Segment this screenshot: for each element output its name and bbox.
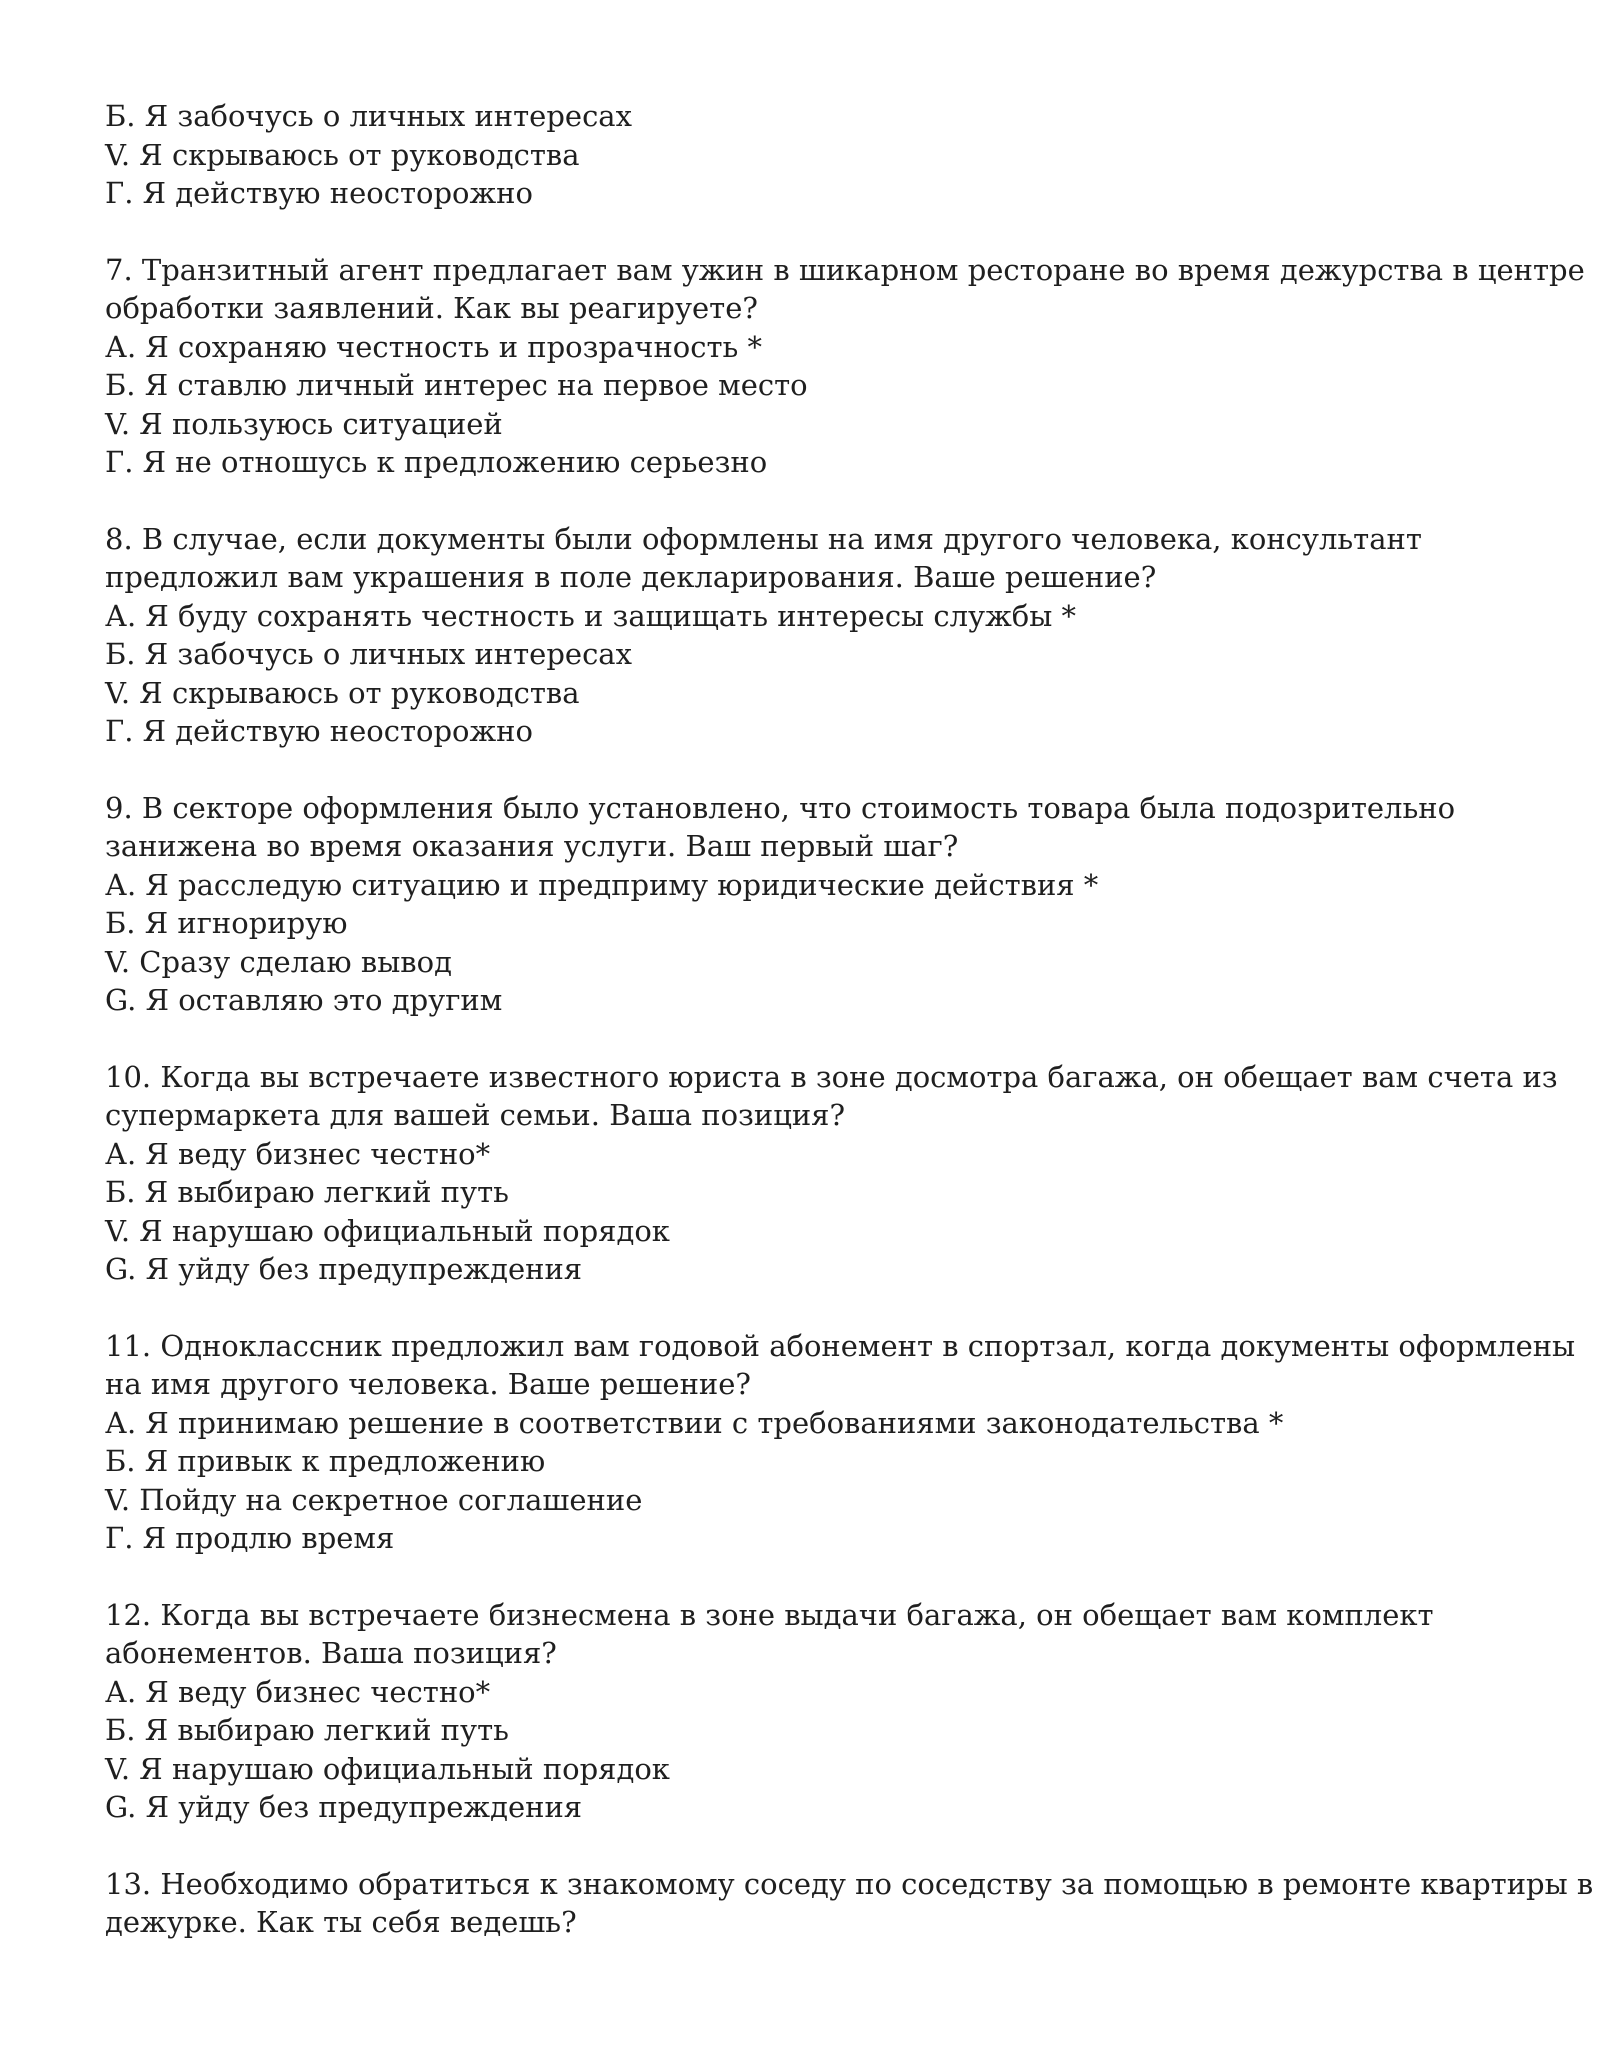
option-line: Г. Я действую неосторожно [105,176,533,210]
option-line: Г. Я продлю время [105,1521,395,1555]
question-text: дежурке. Как ты себя ведешь? [105,1905,577,1939]
option-line: Г. Я не отношусь к предложению серьезно [105,445,768,479]
question-text: 12. Когда вы встречаете бизнесмена в зоне выдачи багажа, он обещает вам комплект [105,1597,1434,1632]
option-line: Б. Я забочусь о личных интересах [105,99,632,133]
option-line: V. Я скрываюсь от руководства [105,675,580,710]
question-text: 9. В секторе оформления было установлено, что стоимость товара была подозрительно [105,790,1456,825]
question-12 [105,1596,1520,1827]
option-line: А. Я принимаю решение в соответствии с требованиями законодательства * [105,1405,1284,1440]
option-line: А. Я буду сохранять честность и защищать интересы службы * [105,598,1077,633]
question-text: занижена во время оказания услуги. Ваш первый шаг? [105,829,959,863]
question-8 [105,520,1520,751]
question-text: 10. Когда вы встречаете известного юриста в зоне досмотра багажа, он обещает вам счета из [105,1059,1558,1094]
option-line: А. Я расследую ситуацию и предприму юридические действия * [105,867,1099,902]
option-line: V. Сразу сделаю вывод [105,944,452,979]
question-text: супермаркета для вашей семьи. Ваша позиция? [105,1098,846,1132]
option-line: V. Пойду на секретное соглашение [105,1482,643,1517]
question-text: предложил вам украшения в поле декларирования. Ваше решение? [105,560,1157,594]
question-10 [105,1058,1558,1289]
option-line: Б. Я игнорирую [105,906,348,940]
question-text: абонементов. Ваша позиция? [105,1636,557,1670]
intro-options [105,97,1520,213]
option-line: Б. Я выбираю легкий путь [105,1175,509,1209]
option-line: V. Я скрываюсь от руководства [105,137,580,172]
option-line: V. Я пользуюсь ситуацией [105,406,503,441]
question-text: 13. Необходимо обратиться к знакомому соседу по соседству за помощью в ремонте квартиры в [105,1866,1594,1901]
question-13 [105,1865,1594,1942]
option-line: Б. Я выбираю легкий путь [105,1713,509,1747]
option-line: А. Я веду бизнес честно* [105,1136,491,1171]
question-11 [105,1327,1576,1558]
option-line: Б. Я ставлю личный интерес на первое место [105,368,808,402]
option-line: G. Я оставляю это другим [105,983,503,1017]
question-text: на имя другого человека. Ваше решение? [105,1367,751,1401]
question-text: 11. Одноклассник предложил вам годовой абонемент в спортзал, когда документы оформлены [105,1328,1576,1363]
option-line: А. Я сохраняю честность и прозрачность * [105,329,763,364]
option-line: А. Я веду бизнес честно* [105,1674,491,1709]
question-9 [105,789,1520,1020]
question-text: обработки заявлений. Как вы реагируете? [105,291,758,325]
option-line: G. Я уйду без предупреждения [105,1252,583,1286]
option-line: G. Я уйду без предупреждения [105,1790,583,1824]
option-line: V. Я нарушаю официальный порядок [105,1751,670,1786]
option-line: Г. Я действую неосторожно [105,714,533,748]
question-text: 7. Транзитный агент предлагает вам ужин в шикарном ресторане во время дежурства в центре [105,252,1585,287]
option-line: Б. Я забочусь о личных интересах [105,637,632,671]
option-line: Б. Я привык к предложению [105,1444,546,1478]
question-7 [105,251,1585,482]
question-text: 8. В случае, если документы были оформлены на имя другого человека, консультант [105,521,1422,556]
option-line: V. Я нарушаю официальный порядок [105,1213,670,1248]
